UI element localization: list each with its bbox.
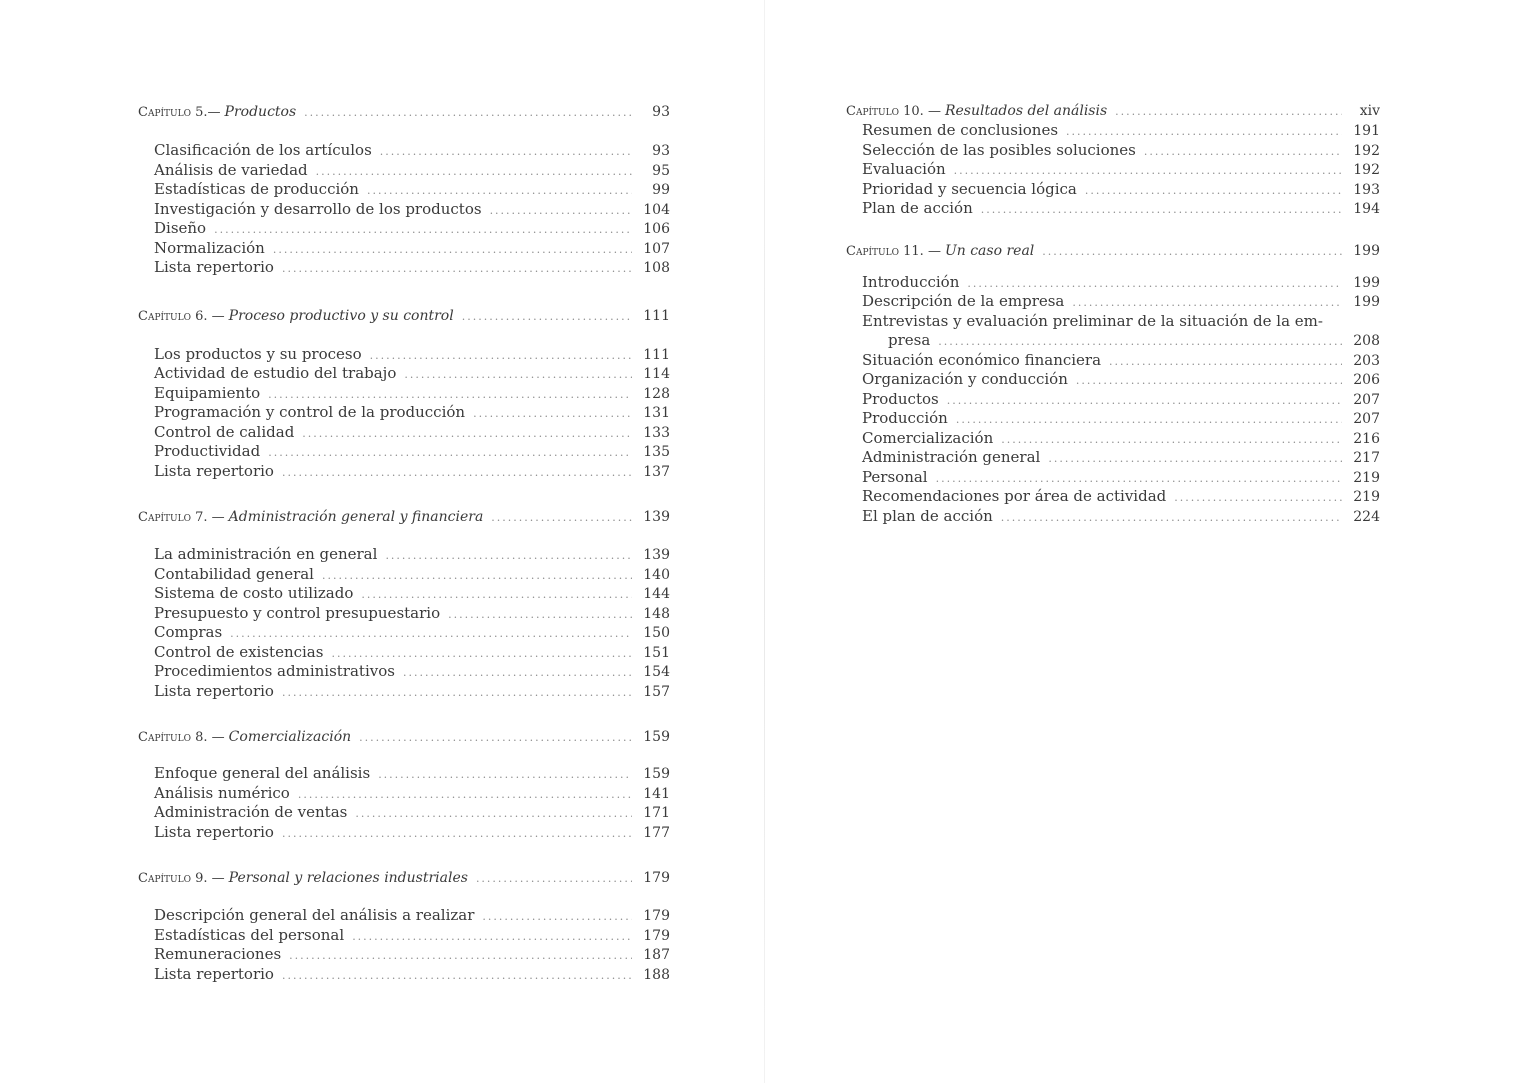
- chapter-10: [846, 101, 1380, 219]
- entry-page: 171: [643, 805, 670, 821]
- entry-page: 179: [643, 927, 670, 944]
- chapter-label: Capítulo 6. —: [138, 308, 225, 324]
- leader-dots: [476, 869, 632, 889]
- entry-page: 206: [1353, 372, 1380, 388]
- toc-entry: [862, 180, 1380, 200]
- toc-entry: [154, 662, 670, 682]
- toc-entry: [154, 965, 670, 985]
- entry-label: Productos: [862, 389, 939, 408]
- entry-page: 114: [643, 366, 670, 382]
- leader-dots: [936, 469, 1342, 489]
- leader-dots: [404, 365, 632, 385]
- entry-page: 128: [643, 385, 670, 402]
- leader-dots: [298, 785, 632, 805]
- chapter-page: 139: [643, 509, 670, 525]
- leader-dots: [282, 463, 632, 483]
- entry-label: Lista repertorio: [154, 964, 274, 983]
- chapter-title: Un caso real: [944, 242, 1035, 259]
- toc-entry: [862, 507, 1380, 527]
- entry-page: 207: [1353, 391, 1380, 408]
- toc-entry: [154, 141, 670, 161]
- toc-entry: [862, 390, 1380, 410]
- leader-dots: [403, 663, 632, 683]
- page-gutter: [764, 0, 765, 1083]
- entry-page: 194: [1353, 201, 1380, 217]
- entry-page: 193: [1353, 181, 1380, 198]
- entry-label: Productividad: [154, 442, 261, 460]
- chapter-heading: [138, 868, 670, 888]
- chapter-page: 159: [643, 729, 670, 745]
- leader-dots: [214, 220, 632, 240]
- entry-label: Control de calidad: [154, 422, 295, 441]
- leader-dots: [282, 824, 632, 844]
- entry-label: Sistema de costo utilizado: [154, 584, 354, 602]
- entry-label: Estadísticas del personal: [154, 925, 345, 944]
- entry-label-continued: presa: [888, 331, 931, 349]
- chapter-heading: [138, 102, 670, 122]
- entry-page: 150: [643, 625, 670, 641]
- toc-entry: [862, 312, 1380, 351]
- toc-entry: [862, 351, 1380, 371]
- leader-dots: [1115, 102, 1342, 122]
- chapter-label: Capítulo 9. —: [138, 871, 225, 886]
- entry-page: 133: [643, 424, 670, 441]
- leader-dots: [370, 346, 632, 366]
- entry-page: 148: [643, 605, 670, 622]
- entry-page: 187: [643, 947, 670, 963]
- entry-label: Análisis de variedad: [154, 160, 308, 179]
- entry-label: La administración en general: [154, 545, 378, 563]
- toc-entry: [154, 200, 670, 220]
- toc-entry: [154, 403, 670, 423]
- left-page-toc: [138, 100, 670, 984]
- entry-page: 140: [643, 566, 670, 583]
- leader-dots: [967, 274, 1342, 294]
- entry-label: Programación y control de la producción: [154, 403, 466, 421]
- leader-dots: [289, 946, 632, 966]
- entry-label: Descripción de la empresa: [862, 292, 1065, 310]
- chapter-label: Capítulo 8. —: [138, 730, 225, 745]
- chapter-entries: [138, 764, 670, 842]
- toc-entry: [862, 468, 1380, 488]
- toc-entry: [154, 384, 670, 404]
- chapter-page: xiv: [1359, 103, 1380, 119]
- leader-dots: [1072, 293, 1342, 313]
- entry-page: 159: [643, 766, 670, 782]
- leader-dots: [954, 161, 1342, 181]
- entry-page: 99: [652, 182, 670, 198]
- entry-page: 106: [643, 221, 670, 237]
- chapter-entries: [846, 121, 1380, 219]
- leader-dots: [1109, 352, 1342, 372]
- leader-dots: [1076, 371, 1342, 391]
- entry-page: 219: [1353, 489, 1380, 505]
- entry-page: 141: [643, 785, 670, 802]
- chapter-5: [138, 102, 670, 278]
- leader-dots: [938, 332, 1342, 352]
- leader-dots: [282, 259, 632, 279]
- toc-entry: [154, 545, 670, 565]
- leader-dots: [1042, 242, 1342, 262]
- toc-entry: [154, 345, 670, 365]
- leader-dots: [316, 162, 632, 182]
- toc-entry: [862, 487, 1380, 507]
- entry-label: Procedimientos administrativos: [154, 662, 395, 680]
- leader-dots: [282, 683, 632, 703]
- leader-dots: [230, 624, 632, 644]
- entry-page: 203: [1353, 352, 1380, 369]
- leader-dots: [947, 391, 1342, 411]
- entry-label: Evaluación: [862, 160, 946, 178]
- entry-page: 192: [1353, 142, 1380, 159]
- chapter-7: [138, 507, 670, 701]
- entry-page: 208: [1353, 333, 1380, 349]
- chapter-page: 199: [1353, 242, 1380, 259]
- chapter-title: Comercialización: [228, 729, 352, 745]
- entry-page: 108: [643, 260, 670, 276]
- toc-entry: [154, 161, 670, 181]
- entry-label: Lista repertorio: [154, 822, 274, 841]
- entry-page: 93: [652, 143, 670, 159]
- chapter-title: Administración general y financiera: [228, 509, 484, 525]
- leader-dots: [322, 566, 632, 586]
- leader-dots: [378, 765, 632, 785]
- entry-page: 137: [643, 463, 670, 480]
- entry-page: 191: [1353, 123, 1380, 139]
- toc-entry: [862, 370, 1380, 390]
- entry-label: Normalización: [154, 238, 265, 257]
- leader-dots: [352, 927, 632, 947]
- leader-dots: [268, 443, 632, 463]
- chapter-9: [138, 868, 670, 984]
- leader-dots: [491, 508, 632, 528]
- entry-label: Investigación y desarrollo de los productos: [154, 199, 482, 218]
- entry-label: Selección de las posibles soluciones: [862, 140, 1136, 159]
- entry-label: Diseño: [154, 219, 207, 237]
- toc-entry: [154, 945, 670, 965]
- leader-dots: [981, 200, 1342, 220]
- chapter-8: [138, 727, 670, 842]
- toc-entry: [154, 219, 670, 239]
- entry-label: Prioridad y secuencia lógica: [862, 179, 1077, 198]
- leader-dots: [304, 103, 632, 123]
- entry-page: 104: [643, 201, 670, 218]
- entry-page: 151: [643, 644, 670, 661]
- leader-dots: [490, 201, 632, 221]
- entry-page: 95: [652, 162, 670, 179]
- entry-page: 144: [643, 586, 670, 602]
- toc-entry: [154, 823, 670, 843]
- leader-dots: [331, 644, 632, 664]
- chapter-entries: [138, 906, 670, 984]
- chapter-label: Capítulo 5.—: [138, 105, 221, 120]
- leader-dots: [380, 142, 632, 162]
- entry-label: Entrevistas y evaluación preliminar de la situación de la em-: [862, 311, 1323, 330]
- toc-entry: [154, 180, 670, 200]
- entry-label: Equipamiento: [154, 383, 261, 402]
- toc-entry: [862, 448, 1380, 468]
- entry-label: Situación económico financiera: [862, 350, 1102, 369]
- chapter-entries: [846, 273, 1380, 527]
- entry-label: Administración general: [862, 448, 1041, 466]
- entry-label: Personal: [862, 467, 928, 486]
- chapter-title: Personal y relaciones industriales: [228, 870, 468, 886]
- toc-entry: [154, 623, 670, 643]
- entry-page: 135: [643, 444, 670, 460]
- toc-entry: [154, 364, 670, 384]
- entry-page: 192: [1353, 162, 1380, 178]
- chapter-title: Proceso productivo y su control: [228, 307, 454, 324]
- entry-label: Plan de acción: [862, 199, 973, 217]
- chapter-entries: [138, 545, 670, 701]
- toc-entry: [154, 462, 670, 482]
- entry-page: 199: [1353, 274, 1380, 291]
- leader-dots: [1174, 488, 1342, 508]
- entry-label: Enfoque general del análisis: [154, 764, 371, 782]
- toc-entry: [154, 764, 670, 784]
- leader-dots: [1144, 142, 1342, 162]
- toc-entry: [862, 273, 1380, 293]
- entry-label: Contabilidad general: [154, 564, 314, 583]
- entry-page: 154: [643, 664, 670, 680]
- entry-label: Estadísticas de producción: [154, 180, 359, 198]
- leader-dots: [359, 728, 632, 748]
- leader-dots: [282, 966, 632, 986]
- leader-dots: [273, 240, 632, 260]
- entry-page: 111: [643, 346, 670, 363]
- entry-label: Remuneraciones: [154, 945, 282, 963]
- entry-label: El plan de acción: [862, 506, 993, 525]
- toc-entry: [154, 604, 670, 624]
- toc-entry: [154, 926, 670, 946]
- entry-label: Comercialización: [862, 428, 994, 447]
- toc-entry: [154, 682, 670, 702]
- entry-page: 199: [1353, 294, 1380, 310]
- entry-label: Presupuesto y control presupuestario: [154, 603, 441, 622]
- leader-dots: [462, 307, 632, 327]
- leader-dots: [956, 410, 1342, 430]
- entry-page: 131: [643, 405, 670, 421]
- leader-dots: [302, 424, 632, 444]
- entry-label: Administración de ventas: [154, 803, 348, 821]
- leader-dots: [448, 605, 632, 625]
- entry-page: 177: [643, 824, 670, 841]
- entry-page: 188: [643, 966, 670, 983]
- toc-entry: [154, 239, 670, 259]
- entry-page: 216: [1353, 430, 1380, 447]
- entry-label: Recomendaciones por área de actividad: [862, 487, 1167, 505]
- entry-label: Lista repertorio: [154, 681, 274, 700]
- toc-entry: [154, 584, 670, 604]
- entry-label: Clasificación de los artículos: [154, 141, 372, 159]
- entry-label: Introducción: [862, 272, 960, 291]
- entry-label: Lista repertorio: [154, 461, 274, 480]
- chapter-heading: [138, 727, 670, 747]
- entry-page: 219: [1353, 469, 1380, 486]
- entry-continuation: [862, 331, 1380, 351]
- leader-dots: [367, 181, 632, 201]
- toc-entry: [862, 429, 1380, 449]
- leader-dots: [385, 546, 632, 566]
- entry-label: Actividad de estudio del trabajo: [154, 364, 397, 382]
- toc-entry: [154, 643, 670, 663]
- leader-dots: [1001, 508, 1342, 528]
- chapter-page: 111: [643, 307, 670, 324]
- entry-page: 224: [1353, 508, 1380, 525]
- chapter-heading: [138, 507, 670, 527]
- entry-label: Producción: [862, 409, 948, 427]
- entry-page: 157: [643, 683, 670, 700]
- toc-entry: [862, 121, 1380, 141]
- toc-entry: [862, 409, 1380, 429]
- entry-page: 139: [643, 547, 670, 563]
- chapter-heading: [846, 101, 1380, 121]
- toc-entry: [154, 906, 670, 926]
- chapter-entries: [138, 141, 670, 278]
- entry-page: 179: [643, 908, 670, 924]
- toc-entry: [154, 258, 670, 278]
- entry-page: 217: [1353, 450, 1380, 466]
- leader-dots: [1048, 449, 1342, 469]
- chapter-label: Capítulo 11. —: [846, 243, 941, 259]
- leader-dots: [1085, 181, 1342, 201]
- entry-label: Control de existencias: [154, 642, 324, 661]
- entry-label: Los productos y su proceso: [154, 344, 362, 363]
- chapter-11: [846, 241, 1380, 527]
- entry-label: Lista repertorio: [154, 258, 274, 276]
- leader-dots: [361, 585, 632, 605]
- leader-dots: [1066, 122, 1342, 142]
- chapter-title: Resultados del análisis: [944, 103, 1108, 119]
- chapter-title: Productos: [224, 104, 297, 120]
- leader-dots: [1001, 430, 1342, 450]
- toc-entry: [154, 442, 670, 462]
- toc-entry: [154, 784, 670, 804]
- leader-dots: [482, 907, 632, 927]
- chapter-label: Capítulo 7. —: [138, 510, 225, 525]
- chapter-page: 179: [643, 870, 670, 886]
- toc-entry: [154, 565, 670, 585]
- leader-dots: [355, 804, 632, 824]
- entry-label: Análisis numérico: [154, 783, 290, 802]
- chapter-label: Capítulo 10. —: [846, 104, 941, 119]
- entry-label: Resumen de conclusiones: [862, 121, 1059, 139]
- toc-entry: [862, 141, 1380, 161]
- entry-label: Compras: [154, 623, 223, 641]
- toc-entry: [154, 423, 670, 443]
- entry-label: Descripción general del análisis a realizar: [154, 906, 475, 924]
- toc-entry: [862, 199, 1380, 219]
- entry-page: 207: [1353, 411, 1380, 427]
- toc-entry: [154, 803, 670, 823]
- leader-dots: [268, 385, 632, 405]
- chapter-entries: [138, 345, 670, 482]
- chapter-heading: [138, 306, 670, 326]
- chapter-page: 93: [652, 104, 670, 120]
- right-page-toc: [846, 100, 1380, 526]
- chapter-6: [138, 306, 670, 482]
- toc-entry: [862, 292, 1380, 312]
- toc-entry: [862, 160, 1380, 180]
- entry-page: 107: [643, 240, 670, 257]
- chapter-heading: [846, 241, 1380, 261]
- leader-dots: [473, 404, 632, 424]
- entry-label: Organización y conducción: [862, 370, 1068, 388]
